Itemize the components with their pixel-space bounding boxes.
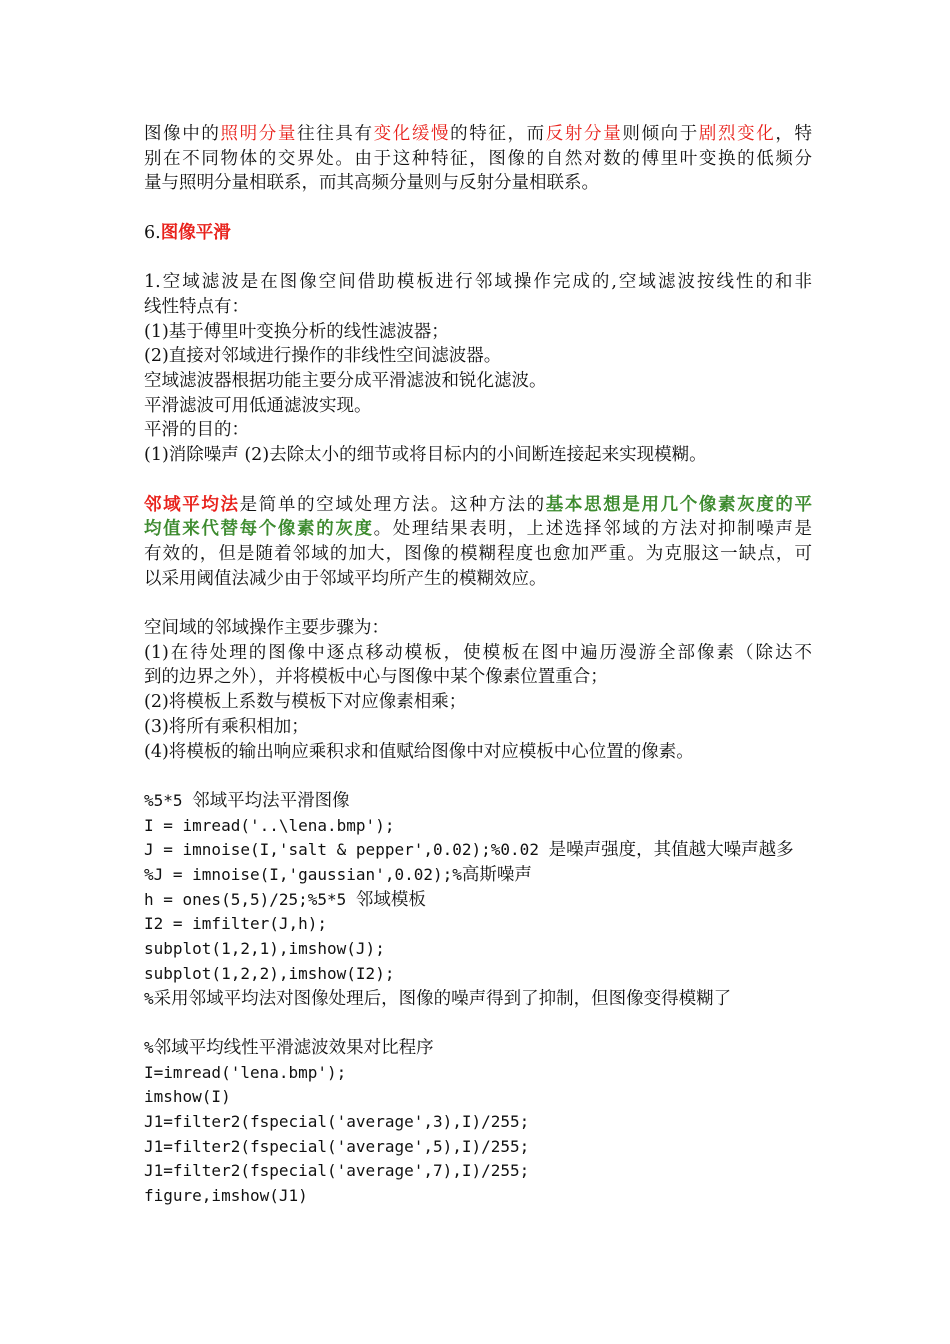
code-line bbox=[144, 1061, 812, 1086]
neighborhood-line-1 bbox=[144, 493, 812, 518]
code-line bbox=[144, 937, 812, 962]
code-line bbox=[144, 1036, 812, 1061]
spatial-line-6: 平滑滤波可用低通滤波实现。 bbox=[144, 395, 372, 416]
code-line bbox=[144, 814, 812, 839]
code-text: figure,imshow(J1) bbox=[144, 1186, 308, 1206]
text-run: ，特 bbox=[775, 124, 813, 144]
section-heading bbox=[144, 221, 812, 246]
code-text: subplot(1,2,1),imshow(J); bbox=[144, 939, 385, 959]
text-run: 往往具有 bbox=[297, 124, 374, 144]
code-text: I=imread('lena.bmp'); bbox=[144, 1062, 347, 1082]
step-1-line-1: (1)在待处理的图像中逐点移动模板，使模板在图中遍历漫游全部像素（除达不 bbox=[144, 642, 812, 663]
code-text: I2 = imfilter(J,h); bbox=[144, 914, 328, 934]
code-line bbox=[144, 1085, 812, 1110]
steps-heading: 空间域的邻域操作主要步骤为： bbox=[144, 618, 389, 638]
code-line bbox=[144, 863, 812, 888]
code-text: J1=filter2(fspecial('average',5),I)/255; bbox=[144, 1136, 530, 1156]
steps-paragraph bbox=[144, 616, 812, 764]
code-line bbox=[144, 1135, 812, 1160]
code-line bbox=[144, 1159, 812, 1184]
text-run: 则倾向于 bbox=[622, 124, 699, 144]
spatial-line-4: (2)直接对邻域进行操作的非线性空间滤波器。 bbox=[144, 346, 502, 367]
code-line bbox=[144, 1184, 812, 1209]
code-line bbox=[144, 1110, 812, 1135]
code-text: % bbox=[144, 1037, 154, 1057]
neighborhood-line-3: 有效的，但是随着邻域的加大，图像的模糊程度也愈加严重。为克服这一缺点，可 bbox=[144, 543, 812, 564]
text-run: 图像中的 bbox=[144, 124, 221, 144]
intro-paragraph bbox=[144, 122, 812, 196]
code-text: I = imread('..\lena.bmp'); bbox=[144, 815, 395, 835]
highlight-red: 剧烈变化 bbox=[698, 124, 776, 144]
code-line bbox=[144, 789, 812, 814]
text-run: 是简单的空域处理方法。这种方法的 bbox=[239, 494, 546, 515]
code-text: subplot(1,2,2),imshow(I2); bbox=[144, 963, 395, 983]
code-comment-text: 高斯噪声 bbox=[461, 865, 532, 886]
highlight-red-bold: 邻域平均法 bbox=[144, 494, 240, 515]
code-line bbox=[144, 962, 812, 987]
code-text: J1=filter2(fspecial('average',7),I)/255; bbox=[144, 1161, 530, 1181]
step-4: (4)将模板的输出响应乘积求和值赋给图像中对应模板中心位置的像素。 bbox=[144, 741, 694, 762]
spatial-line-5: 空域滤波器根据功能主要分成平滑滤波和锐化滤波。 bbox=[144, 371, 547, 391]
step-3: (3)将所有乘积相加； bbox=[144, 716, 309, 737]
text-run: 的特征，而 bbox=[450, 124, 546, 144]
text-run: 。处理结果表明，上述选择邻域的方法对抑制噪声是 bbox=[373, 519, 813, 540]
spatial-line-3: (1)基于傅里叶变换分析的线性滤波器； bbox=[144, 321, 449, 342]
highlight-red: 照明分量 bbox=[220, 124, 298, 144]
code-block-2 bbox=[144, 1036, 812, 1209]
code-text: J = imnoise(I,'salt & pepper',0.02);%0.02 bbox=[144, 840, 549, 860]
step-1-line-2: 到的边界之外），并将模板中心与图像中某个像素位置重合； bbox=[144, 667, 608, 688]
code-text: imshow(I) bbox=[144, 1087, 231, 1107]
code-text: J1=filter2(fspecial('average',3),I)/255; bbox=[144, 1112, 530, 1132]
neighborhood-line-4: 以采用阈值法减少由于邻域平均所产生的模糊效应。 bbox=[144, 568, 547, 589]
highlight-green-bold: 均值来代替每个像素的灰度 bbox=[144, 519, 374, 540]
spatial-line-1: 1.空域滤波是在图像空间借助模板进行邻域操作完成的,空域滤波按线性的和非 bbox=[144, 272, 812, 293]
highlight-red: 反射分量 bbox=[545, 124, 623, 144]
intro-line-3: 量与照明分量相联系，而其高频分量则与反射分量相联系。 bbox=[144, 173, 599, 194]
spatial-line-2: 线性特点有： bbox=[144, 296, 249, 317]
highlight-red: 变化缓慢 bbox=[373, 124, 451, 144]
intro-line-2: 别在不同物体的交界处。由于这种特征，图像的自然对数的傅里叶变换的低频分 bbox=[144, 148, 812, 169]
code-comment-text: 邻域模板 bbox=[355, 889, 426, 910]
code-comment-text: 邻域平均线性平滑滤波效果对比程序 bbox=[153, 1037, 434, 1058]
spatial-line-8: (1)消除噪声 (2)去除太小的细节或将目标内的小间断连接起来实现模糊。 bbox=[144, 445, 707, 466]
code-text: % bbox=[144, 988, 154, 1008]
intro-line-1 bbox=[144, 122, 812, 147]
code-line bbox=[144, 912, 812, 937]
neighborhood-line-2 bbox=[144, 517, 812, 542]
neighborhood-average-paragraph bbox=[144, 493, 812, 592]
code-comment-text: 采用邻域平均法对图像处理后，图像的噪声得到了抑制，但图像变得模糊了 bbox=[153, 988, 732, 1009]
code-text: h = ones(5,5)/25;%5*5 bbox=[144, 889, 356, 909]
highlight-green-bold: 基本思想是用几个像素灰度的平 bbox=[545, 494, 813, 515]
code-text: %J = imnoise(I,'gaussian',0.02);% bbox=[144, 865, 462, 885]
section-number: 6. bbox=[144, 222, 161, 243]
code-text: %5*5 bbox=[144, 790, 193, 810]
step-2: (2)将模板上系数与模板下对应像素相乘； bbox=[144, 692, 467, 713]
code-comment-text: 邻域平均法平滑图像 bbox=[192, 790, 350, 811]
code-block-1 bbox=[144, 789, 812, 1011]
code-line bbox=[144, 987, 812, 1012]
code-line bbox=[144, 888, 812, 913]
spatial-filter-paragraph bbox=[144, 270, 812, 468]
code-line bbox=[144, 838, 812, 863]
document-page bbox=[144, 122, 812, 1209]
code-comment-text: 是噪声强度，其值越大噪声越多 bbox=[548, 840, 794, 861]
section-title: 图像平滑 bbox=[160, 222, 231, 243]
spatial-line-7: 平滑的目的： bbox=[144, 420, 249, 441]
